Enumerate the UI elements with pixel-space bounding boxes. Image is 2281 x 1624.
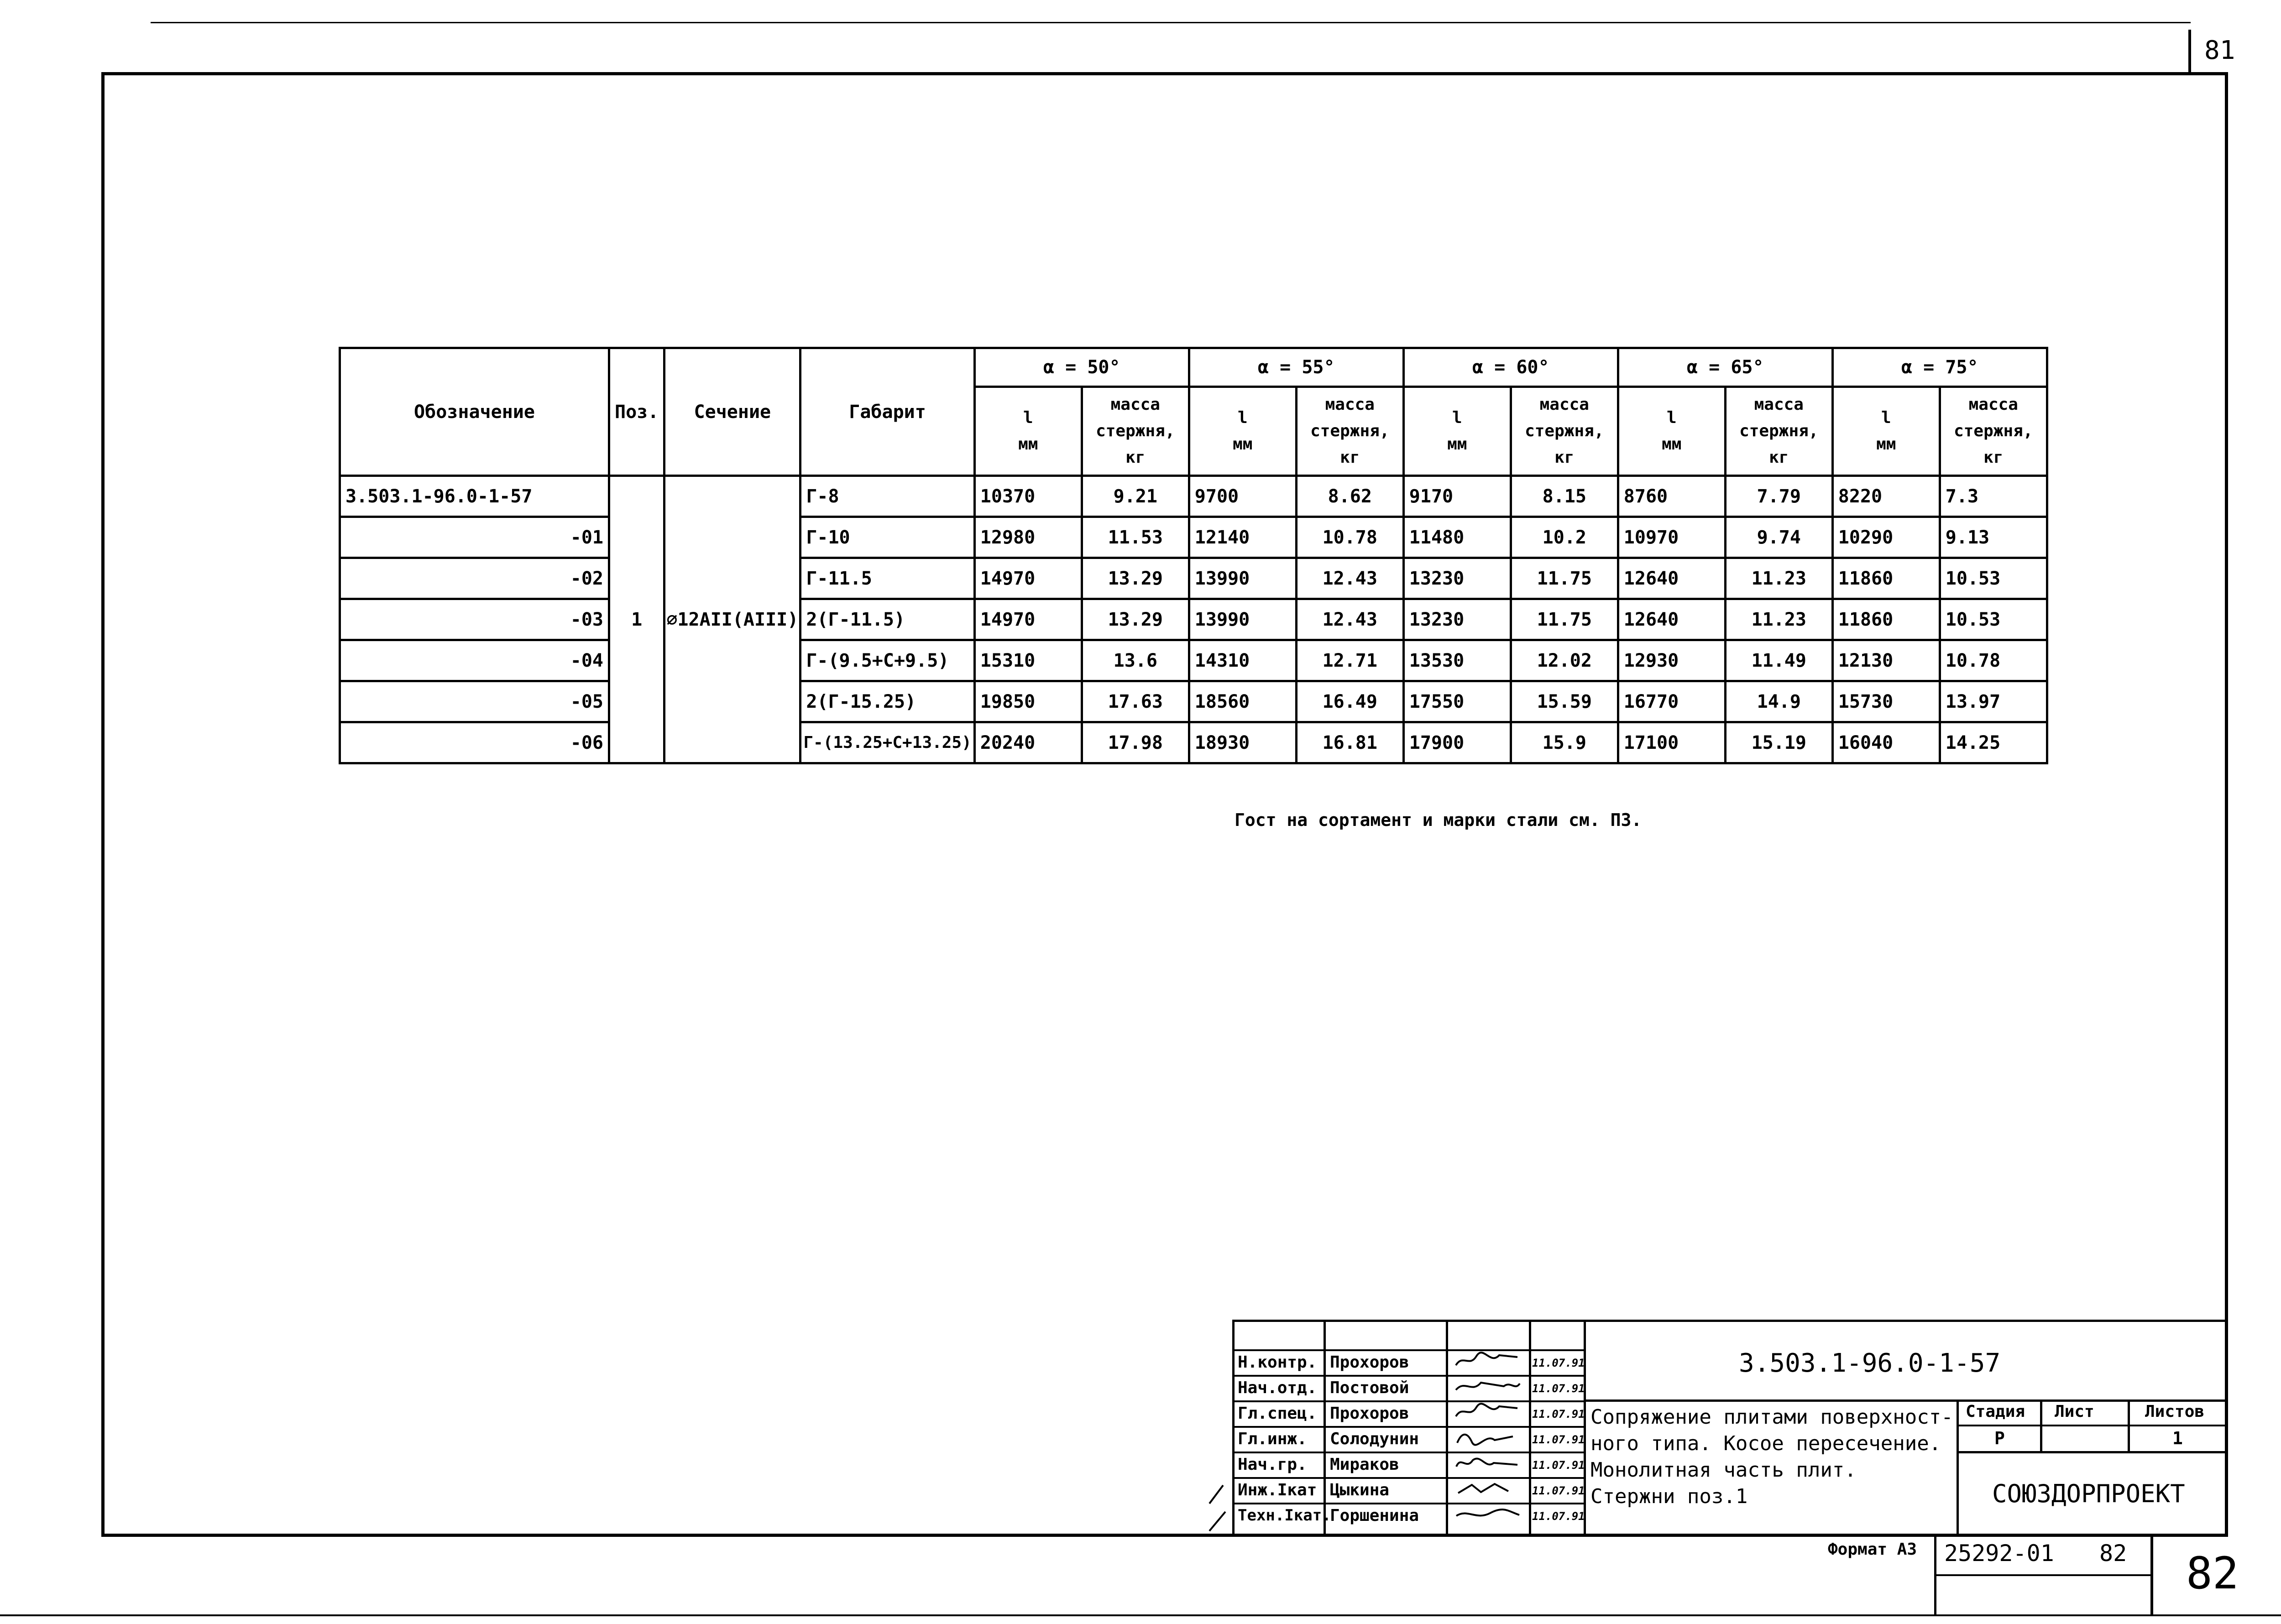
designation-cell: -06 xyxy=(340,722,609,763)
mass-cell: 8.15 xyxy=(1511,476,1618,517)
handwritten-signature xyxy=(1454,1403,1522,1421)
tb-hline xyxy=(1232,1452,1584,1453)
length-cell: 12980 xyxy=(974,517,1082,558)
handwritten-signature xyxy=(1454,1377,1522,1395)
length-cell: 18560 xyxy=(1189,681,1296,722)
mass-cell: 10.2 xyxy=(1511,517,1618,558)
length-cell: 10290 xyxy=(1832,517,1940,558)
mass-cell: 14.25 xyxy=(1940,722,2047,763)
mass-header: масса стержня, кг xyxy=(1082,387,1189,476)
mass-cell: 11.23 xyxy=(1725,558,1832,599)
mass-header: масса стержня, кг xyxy=(1940,387,2047,476)
length-cell: 13230 xyxy=(1403,558,1511,599)
mass-cell: 11.49 xyxy=(1725,640,1832,681)
document-code: 3.503.1-96.0-1-57 xyxy=(1739,1348,2001,1378)
length-cell: 14970 xyxy=(974,558,1082,599)
designation-cell: -02 xyxy=(340,558,609,599)
mass-cell: 16.49 xyxy=(1296,681,1403,722)
col-header-designation: Обозначение xyxy=(340,348,609,476)
signer-date: 11.07.91 xyxy=(1532,1484,1585,1497)
length-cell: 15310 xyxy=(974,640,1082,681)
bottom-rule xyxy=(0,1614,2281,1616)
length-cell: 13530 xyxy=(1403,640,1511,681)
col-header-gabarit: Габарит xyxy=(800,348,974,476)
top-page-number: 81 xyxy=(2204,36,2235,65)
length-cell: 8760 xyxy=(1618,476,1725,517)
length-cell: 9170 xyxy=(1403,476,1511,517)
length-cell: 20240 xyxy=(974,722,1082,763)
page-number: 82 xyxy=(2186,1548,2239,1599)
signer-date: 11.07.91 xyxy=(1532,1357,1585,1369)
handwritten-signature xyxy=(1454,1479,1522,1498)
note-text: Гост на сортамент и марки стали см. П3. xyxy=(1235,810,1642,830)
length-cell: 8220 xyxy=(1832,476,1940,517)
gabarit-cell: 2(Г-11.5) xyxy=(800,599,974,640)
mass-cell: 9.13 xyxy=(1940,517,2047,558)
signer-name: Горшенина xyxy=(1330,1506,1419,1525)
signer-name: Прохоров xyxy=(1330,1404,1409,1423)
table-row xyxy=(340,599,2047,640)
mass-cell: 10.78 xyxy=(1940,640,2047,681)
designation-cell: -05 xyxy=(340,681,609,722)
angle-header-50: α = 50° xyxy=(974,348,1189,387)
table-row xyxy=(340,558,2047,599)
title-line: Сопряжение плитами поверхност- xyxy=(1590,1405,1953,1429)
signer-name: Солодунин xyxy=(1330,1430,1419,1448)
format-label: Формат А3 xyxy=(1828,1540,1917,1559)
top-number-box-left xyxy=(2188,30,2191,75)
length-cell: 17550 xyxy=(1403,681,1511,722)
length-cell: 11860 xyxy=(1832,558,1940,599)
length-cell: 12640 xyxy=(1618,599,1725,640)
tb-vline-stage xyxy=(1957,1399,1959,1537)
mass-cell: 10.78 xyxy=(1296,517,1403,558)
handwritten-signature xyxy=(1454,1454,1522,1472)
angle-header-55: α = 55° xyxy=(1189,348,1403,387)
signer-name: Постовой xyxy=(1330,1379,1409,1397)
mass-cell: 13.29 xyxy=(1082,599,1189,640)
length-cell: 10370 xyxy=(974,476,1082,517)
position-cell: 1 xyxy=(609,476,664,763)
angle-header-60: α = 60° xyxy=(1403,348,1618,387)
gabarit-cell: Г-(9.5+С+9.5) xyxy=(800,640,974,681)
signer-role: Гл.спец. xyxy=(1238,1404,1317,1423)
signer-role: Гл.инж. xyxy=(1238,1430,1307,1448)
mass-cell: 12.71 xyxy=(1296,640,1403,681)
mass-cell: 15.9 xyxy=(1511,722,1618,763)
table-row xyxy=(340,681,2047,722)
signer-role: Нач.гр. xyxy=(1238,1455,1307,1474)
length-cell: 11480 xyxy=(1403,517,1511,558)
title-line: Стержни поз.1 xyxy=(1590,1485,1748,1508)
designation-cell: -04 xyxy=(340,640,609,681)
table-row xyxy=(340,476,2047,517)
handwritten-signature xyxy=(1454,1428,1522,1446)
length-cell: 18930 xyxy=(1189,722,1296,763)
gabarit-cell: 2(Г-15.25) xyxy=(800,681,974,722)
mass-cell: 15.19 xyxy=(1725,722,1832,763)
mass-cell: 17.63 xyxy=(1082,681,1189,722)
mass-header: масса стержня, кг xyxy=(1296,387,1403,476)
table-row xyxy=(340,517,2047,558)
length-cell: 14310 xyxy=(1189,640,1296,681)
length-cell: 16770 xyxy=(1618,681,1725,722)
mass-cell: 13.29 xyxy=(1082,558,1189,599)
tb-hline xyxy=(1232,1375,1584,1377)
length-cell: 17100 xyxy=(1618,722,1725,763)
mass-cell: 13.97 xyxy=(1940,681,2047,722)
length-header: l мм xyxy=(974,387,1082,476)
sheets-label: Листов xyxy=(2145,1402,2205,1421)
signer-date: 11.07.91 xyxy=(1532,1510,1585,1523)
mass-header: масса стержня, кг xyxy=(1511,387,1618,476)
revision-marks xyxy=(1205,1476,1237,1535)
stage-label: Стадия xyxy=(1966,1402,2025,1421)
tb-vline-main xyxy=(1584,1320,1586,1537)
mass-cell: 13.6 xyxy=(1082,640,1189,681)
mass-cell: 12.02 xyxy=(1511,640,1618,681)
title-line: Монолитная часть плит. xyxy=(1590,1458,1857,1482)
length-cell: 11860 xyxy=(1832,599,1940,640)
mass-cell: 9.74 xyxy=(1725,517,1832,558)
length-header: l мм xyxy=(1403,387,1511,476)
length-cell: 13990 xyxy=(1189,599,1296,640)
col-header-section: Сечение xyxy=(664,348,800,476)
gabarit-cell: Г-8 xyxy=(800,476,974,517)
length-cell: 15730 xyxy=(1832,681,1940,722)
gabarit-cell: Г-(13.25+С+13.25) xyxy=(800,722,974,763)
length-cell: 14970 xyxy=(974,599,1082,640)
stage-value: Р xyxy=(1994,1428,2005,1448)
tb-hline xyxy=(1232,1503,1584,1504)
angle-header-65: α = 65° xyxy=(1618,348,1832,387)
length-cell: 12640 xyxy=(1618,558,1725,599)
section-cell: ⌀12AII(AIII) xyxy=(664,476,800,763)
sheet-label: Лист xyxy=(2055,1402,2094,1421)
tb-hline-org xyxy=(1957,1451,2228,1453)
mass-cell: 8.62 xyxy=(1296,476,1403,517)
length-header: l мм xyxy=(1189,387,1296,476)
header-row-angles xyxy=(340,348,2047,387)
signer-date: 11.07.91 xyxy=(1532,1408,1585,1420)
signer-date: 11.07.91 xyxy=(1532,1382,1585,1395)
length-cell: 10970 xyxy=(1618,517,1725,558)
mass-cell: 9.21 xyxy=(1082,476,1189,517)
mass-cell: 7.79 xyxy=(1725,476,1832,517)
length-cell: 19850 xyxy=(974,681,1082,722)
signer-name: Цыкина xyxy=(1330,1481,1390,1499)
mass-cell: 15.59 xyxy=(1511,681,1618,722)
length-cell: 16040 xyxy=(1832,722,1940,763)
signer-date: 11.07.91 xyxy=(1532,1433,1585,1446)
tb-hline-code xyxy=(1584,1399,2228,1402)
length-cell: 9700 xyxy=(1189,476,1296,517)
tb-hline-stage xyxy=(1957,1425,2228,1426)
tb-hline xyxy=(1232,1477,1584,1479)
table-row xyxy=(340,722,2047,763)
length-cell: 17900 xyxy=(1403,722,1511,763)
length-cell: 13990 xyxy=(1189,558,1296,599)
handwritten-signature xyxy=(1454,1505,1522,1523)
mass-cell: 10.53 xyxy=(1940,558,2047,599)
gabarit-cell: Г-10 xyxy=(800,517,974,558)
tb-hline xyxy=(1232,1400,1584,1402)
organization-name: СОЮЗДОРПРОЕКТ xyxy=(1992,1479,2185,1508)
designation-cell: -03 xyxy=(340,599,609,640)
gabarit-cell: Г-11.5 xyxy=(800,558,974,599)
mass-cell: 11.53 xyxy=(1082,517,1189,558)
length-header: l мм xyxy=(1832,387,1940,476)
mass-cell: 11.75 xyxy=(1511,558,1618,599)
page-box-left xyxy=(2150,1537,2153,1614)
length-cell: 12130 xyxy=(1832,640,1940,681)
tb-hline xyxy=(1232,1349,1584,1351)
signer-role: Инж.Iкат xyxy=(1238,1481,1317,1499)
signer-role: Нач.отд. xyxy=(1238,1379,1317,1397)
inventory-bottom-line xyxy=(1934,1574,2153,1576)
angle-header-75: α = 75° xyxy=(1832,348,2047,387)
mass-cell: 11.23 xyxy=(1725,599,1832,640)
signer-name: Прохоров xyxy=(1330,1353,1409,1372)
signer-role: Н.контр. xyxy=(1238,1353,1317,1372)
handwritten-signature xyxy=(1454,1352,1522,1370)
mass-cell: 10.53 xyxy=(1940,599,2047,640)
length-cell: 13230 xyxy=(1403,599,1511,640)
designation-cell: 3.503.1-96.0-1-57 xyxy=(340,476,609,517)
tb-hline xyxy=(1232,1426,1584,1428)
sheets-value: 1 xyxy=(2172,1428,2183,1448)
top-rule xyxy=(151,22,2191,23)
mass-cell: 14.9 xyxy=(1725,681,1832,722)
mass-cell: 12.43 xyxy=(1296,599,1403,640)
inventory-sheet: 82 xyxy=(2099,1540,2127,1567)
signer-name: Мираков xyxy=(1330,1455,1399,1474)
length-cell: 12140 xyxy=(1189,517,1296,558)
col-header-position: Поз. xyxy=(609,348,664,476)
mass-cell: 11.75 xyxy=(1511,599,1618,640)
signer-date: 11.07.91 xyxy=(1532,1459,1585,1472)
rebar-spec-table xyxy=(339,347,2048,764)
mass-cell: 7.3 xyxy=(1940,476,2047,517)
table-row xyxy=(340,640,2047,681)
mass-cell: 16.81 xyxy=(1296,722,1403,763)
length-cell: 12930 xyxy=(1618,640,1725,681)
mass-cell: 12.43 xyxy=(1296,558,1403,599)
drawing-frame xyxy=(101,72,2228,1537)
mass-header: масса стержня, кг xyxy=(1725,387,1832,476)
title-line: ного типа. Косое пересечение. xyxy=(1590,1432,1941,1455)
length-header: l мм xyxy=(1618,387,1725,476)
mass-cell: 17.98 xyxy=(1082,722,1189,763)
inventory-number: 25292-01 xyxy=(1944,1540,2054,1567)
designation-cell: -01 xyxy=(340,517,609,558)
signer-role: Техн.Iкат. xyxy=(1238,1506,1331,1525)
